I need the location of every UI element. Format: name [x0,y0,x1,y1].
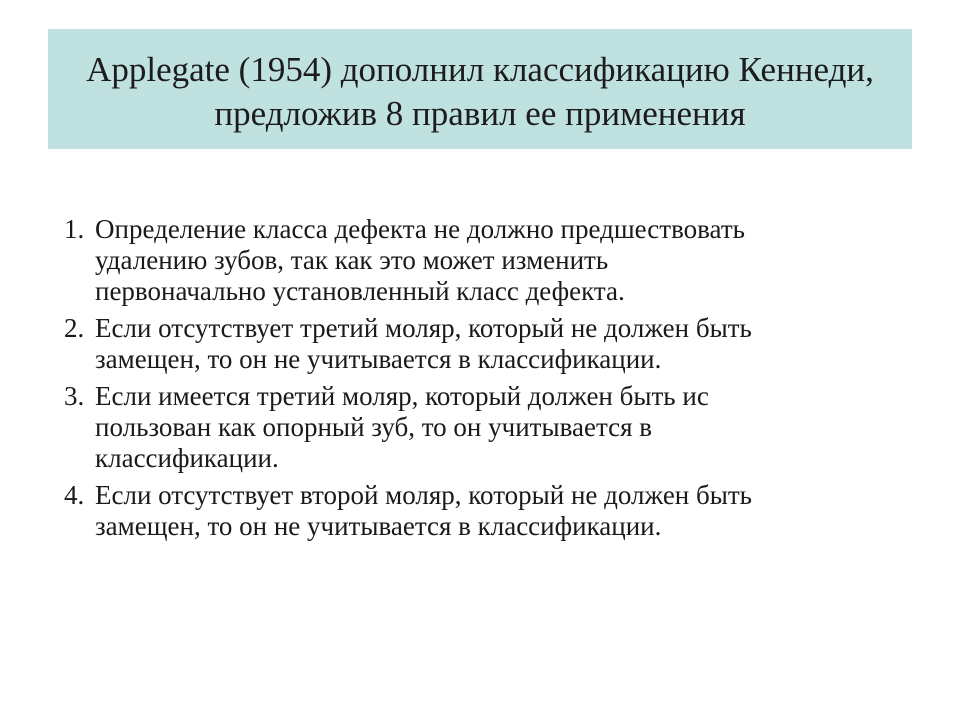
rule-3-line-3: классификации. [95,443,279,473]
rule-item-4 [64,480,904,542]
rule-3-line-1: Если имеется третий моляр, который должен быть ис [95,381,709,411]
slide-title-box [48,29,912,149]
rule-4-line-2: замещен, то он не учитывается в классификации. [95,511,662,541]
rule-number-1: 1. [64,214,85,244]
rule-2-line-1: Если отсутствует третий моляр, который не должен быть [95,313,752,343]
rules-list [64,214,904,548]
rule-text-2 [95,313,904,375]
rule-text-4 [95,480,904,542]
rule-text-1 [95,214,904,307]
rule-number-3: 3. [64,381,85,411]
slide-title-line-2: предложив 8 правил ее применения [214,94,746,133]
rule-item-1 [64,214,904,307]
rule-1-line-3: первоначально установленный класс дефекта. [95,276,625,306]
rule-number-4: 4. [64,480,85,510]
rule-4-line-1: Если отсутствует второй моляр, который не должен быть [95,480,752,510]
rule-item-3 [64,381,904,474]
rule-3-line-2: пользован как опорный зуб, то он учитывается в [95,412,652,442]
rule-item-2 [64,313,904,375]
slide-title-line-1: Applegate (1954) дополнил классификацию Кеннеди, [86,50,874,89]
rule-1-line-1: Определение класса дефекта не должно предшествовать [95,214,745,244]
rule-1-line-2: удалению зубов, так как это может изменить [95,245,609,275]
rule-number-2: 2. [64,313,85,343]
rule-2-line-2: замещен, то он не учитывается в классификации. [95,344,662,374]
rule-text-3 [95,381,904,474]
